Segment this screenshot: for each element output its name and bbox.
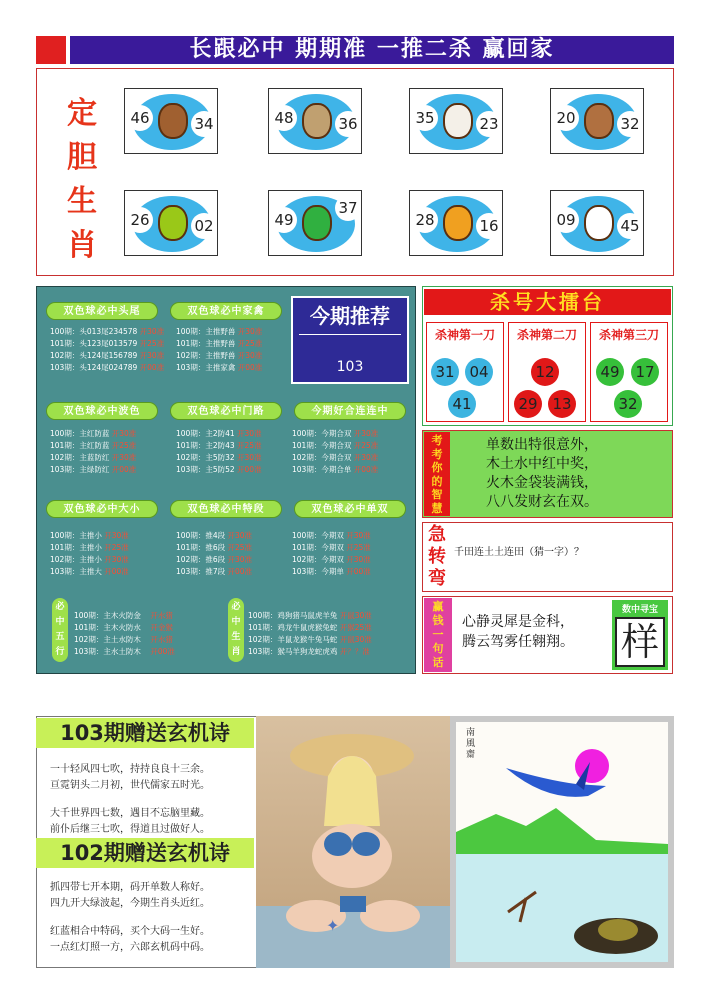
zodiac-number: 45 (617, 213, 643, 239)
kill-ball: 12 (531, 358, 559, 386)
shengxiao-title: 定 胆 生 肖 (67, 96, 97, 263)
riddle-label: 急 转 弯 (428, 524, 446, 589)
panel-title-odd-even: 双色球必中单双 (294, 500, 406, 518)
panel-poultry: 100期：主推野兽 开30准 101期：主推野兽 开25准 102期：主推野兽 开30准 103期：主推家禽 开00准 (176, 327, 263, 372)
panel-size: 100期：主推小 开30准 101期：主推小 开25准 102期：主推小 开30准 103期：主推大 开00准 (50, 531, 129, 576)
page-title: 长跟必中 期期准 一推二杀 赢回家 (70, 36, 674, 64)
recommend-title: 今期推荐 (310, 304, 390, 328)
photo-image (256, 716, 450, 968)
zodiac-number: 35 (412, 105, 438, 131)
monkey-icon (158, 103, 188, 139)
zodiac-number: 49 (271, 207, 297, 233)
panel-title-door: 双色球必中门路 (170, 402, 282, 420)
zodiac-number: 20 (553, 105, 579, 131)
zodiac-card (409, 190, 503, 256)
panel-title-poultry: 双色球必中家禽 (170, 302, 282, 320)
shengxiao2-label: 必 中 生 肖 (228, 598, 244, 662)
kill-ball: 32 (614, 390, 642, 418)
tiger-icon (443, 205, 473, 241)
kill-ball: 41 (448, 390, 476, 418)
zodiac-number: 26 (127, 207, 153, 233)
poem-102: 抓四带七开本期，码开单数人称好。 四九开大绿波起，今期生肖头近红。 红蓝相合中特码，买个大码一生好。 一点红灯照一方，六郎玄机码中码。 (50, 882, 210, 953)
zodiac-number: 23 (476, 111, 502, 137)
kill-ball: 04 (465, 358, 493, 386)
kill-ball: 17 (631, 358, 659, 386)
panel-title-wave-color: 双色球必中波色 (46, 402, 158, 420)
kill-head-3: 杀神第三刀 (598, 328, 659, 342)
kill-board-title: 杀号大擂台 (424, 289, 671, 315)
riddle-text: 千田连土土连田（猜一字）？ (454, 547, 584, 558)
kill-ball: 49 (596, 358, 624, 386)
panel-segment: 100期：推4段 开30准 101期：推6段 开25准 102期：推6段 开30准 103期：推7段 开00准 (176, 531, 253, 576)
zodiac-card (124, 190, 218, 256)
poem-102-title: 102期赠送玄机诗 (36, 838, 254, 868)
zodiac-card (409, 88, 503, 154)
rooster-icon (584, 205, 614, 241)
zodiac-number: 36 (335, 111, 361, 137)
sheep-icon (443, 103, 473, 139)
kill-ball: 29 (514, 390, 542, 418)
poem-103-title: 103期赠送玄机诗 (36, 718, 254, 748)
wisdom-poem: 单数出特很意外， 木土水中红中奖， 火木金袋装满钱， 八八发财玄在双。 (486, 437, 598, 510)
dog-icon (584, 103, 614, 139)
money-poem: 心静灵犀是金科， 腾云驾雾任翱翔。 (462, 614, 574, 650)
painting-seal: 南風齋 (466, 728, 476, 760)
treasure-badge: 数中寻宝 (621, 605, 658, 615)
kill-ball: 31 (431, 358, 459, 386)
snake-icon (302, 205, 332, 241)
panel-title-size: 双色球必中大小 (46, 500, 158, 518)
header-red-block (36, 36, 66, 64)
zodiac-number: 02 (191, 213, 217, 239)
zodiac-number: 34 (191, 111, 217, 137)
money-label: 赢 钱 一 句 话 (432, 600, 444, 669)
zodiac-card (268, 88, 362, 154)
poem-103: 一十轻风四七吹，持持良良十三余。 亘霓钥头二月初，世代儒家五时光。 大千世界四七数，遇目不忘脑里藏。 前仆后继三七吹，得道且过做好人。 (50, 764, 210, 835)
kill-head-2: 杀神第二刀 (516, 328, 577, 342)
treasure-char: 样 (615, 617, 665, 667)
zodiac-card (268, 190, 362, 256)
panel-odd-even: 100期：今期双 开30准 101期：今期双 开25准 102期：今期双 开30准 103期：今期单 开00准 (292, 531, 371, 576)
zodiac-number: 48 (271, 105, 297, 131)
panel-title-head-tail: 双色球必中头尾 (46, 302, 158, 320)
painting-image (456, 722, 668, 962)
zodiac-card (550, 88, 644, 154)
zodiac-number: 46 (127, 105, 153, 131)
zodiac-number: 28 (412, 207, 438, 233)
panel-sum: 100期：今期合双 开30准 101期：今期合双 开25准 102期：今期合双 开30准 103期：今期合单 开00准 (292, 429, 379, 474)
zodiac-number: 09 (553, 207, 579, 233)
zodiac-card (550, 190, 644, 256)
zodiac-number: 16 (476, 213, 502, 239)
wuxing-label: 必 中 五 行 (52, 598, 68, 662)
panel-wuxing: 100期：主木火防金 开水猪 101期：主木火防水 开金猴 102期：主土水防木 开水猪 103期：主水土防木 开00准 (74, 611, 175, 656)
panel-title-segment: 双色球必中特段 (170, 500, 282, 518)
panel-title-sum: 今期好合连连中 (294, 402, 406, 420)
panel-door: 100期：主2防41 开30准 101期：主2防43 开25准 102期：主5防32 开30准 103期：主5防52 开00准 (176, 429, 262, 474)
kill-ball: 13 (548, 390, 576, 418)
zodiac-card (124, 88, 218, 154)
panel-shengxiao2: 100期：鸡狗猪马鼠虎羊兔 开鼠30准 101期：鸡龙牛鼠虎猴兔蛇 开猴25准 102期：羊鼠龙猴牛兔马蛇 开鼠30准 103期：猴马羊狗龙蛇虎鸡 开？？准 (248, 611, 372, 656)
zodiac-number: 37 (335, 195, 361, 221)
panel-head-tail: 100期：头013尾234578 开30准 101期：头123尾013579 开25准 102期：头124尾156789 开30准 103期：头124尾024789 开00准 (50, 327, 165, 372)
recommend-value: 103 (336, 359, 364, 375)
kill-head-1: 杀神第一刀 (434, 328, 495, 342)
recommend-divider (299, 334, 401, 335)
zodiac-number: 32 (617, 111, 643, 137)
wisdom-label: 考 考 你 的 智 慧 (431, 434, 443, 515)
panel-wave-color: 100期：主红防蓝 开30准 101期：主红防蓝 开25准 102期：主蓝防红 开30准 103期：主绿防红 开00准 (50, 429, 137, 474)
ox-icon (302, 103, 332, 139)
svg-text:✦: ✦ (326, 916, 340, 935)
dragon-icon (158, 205, 188, 241)
